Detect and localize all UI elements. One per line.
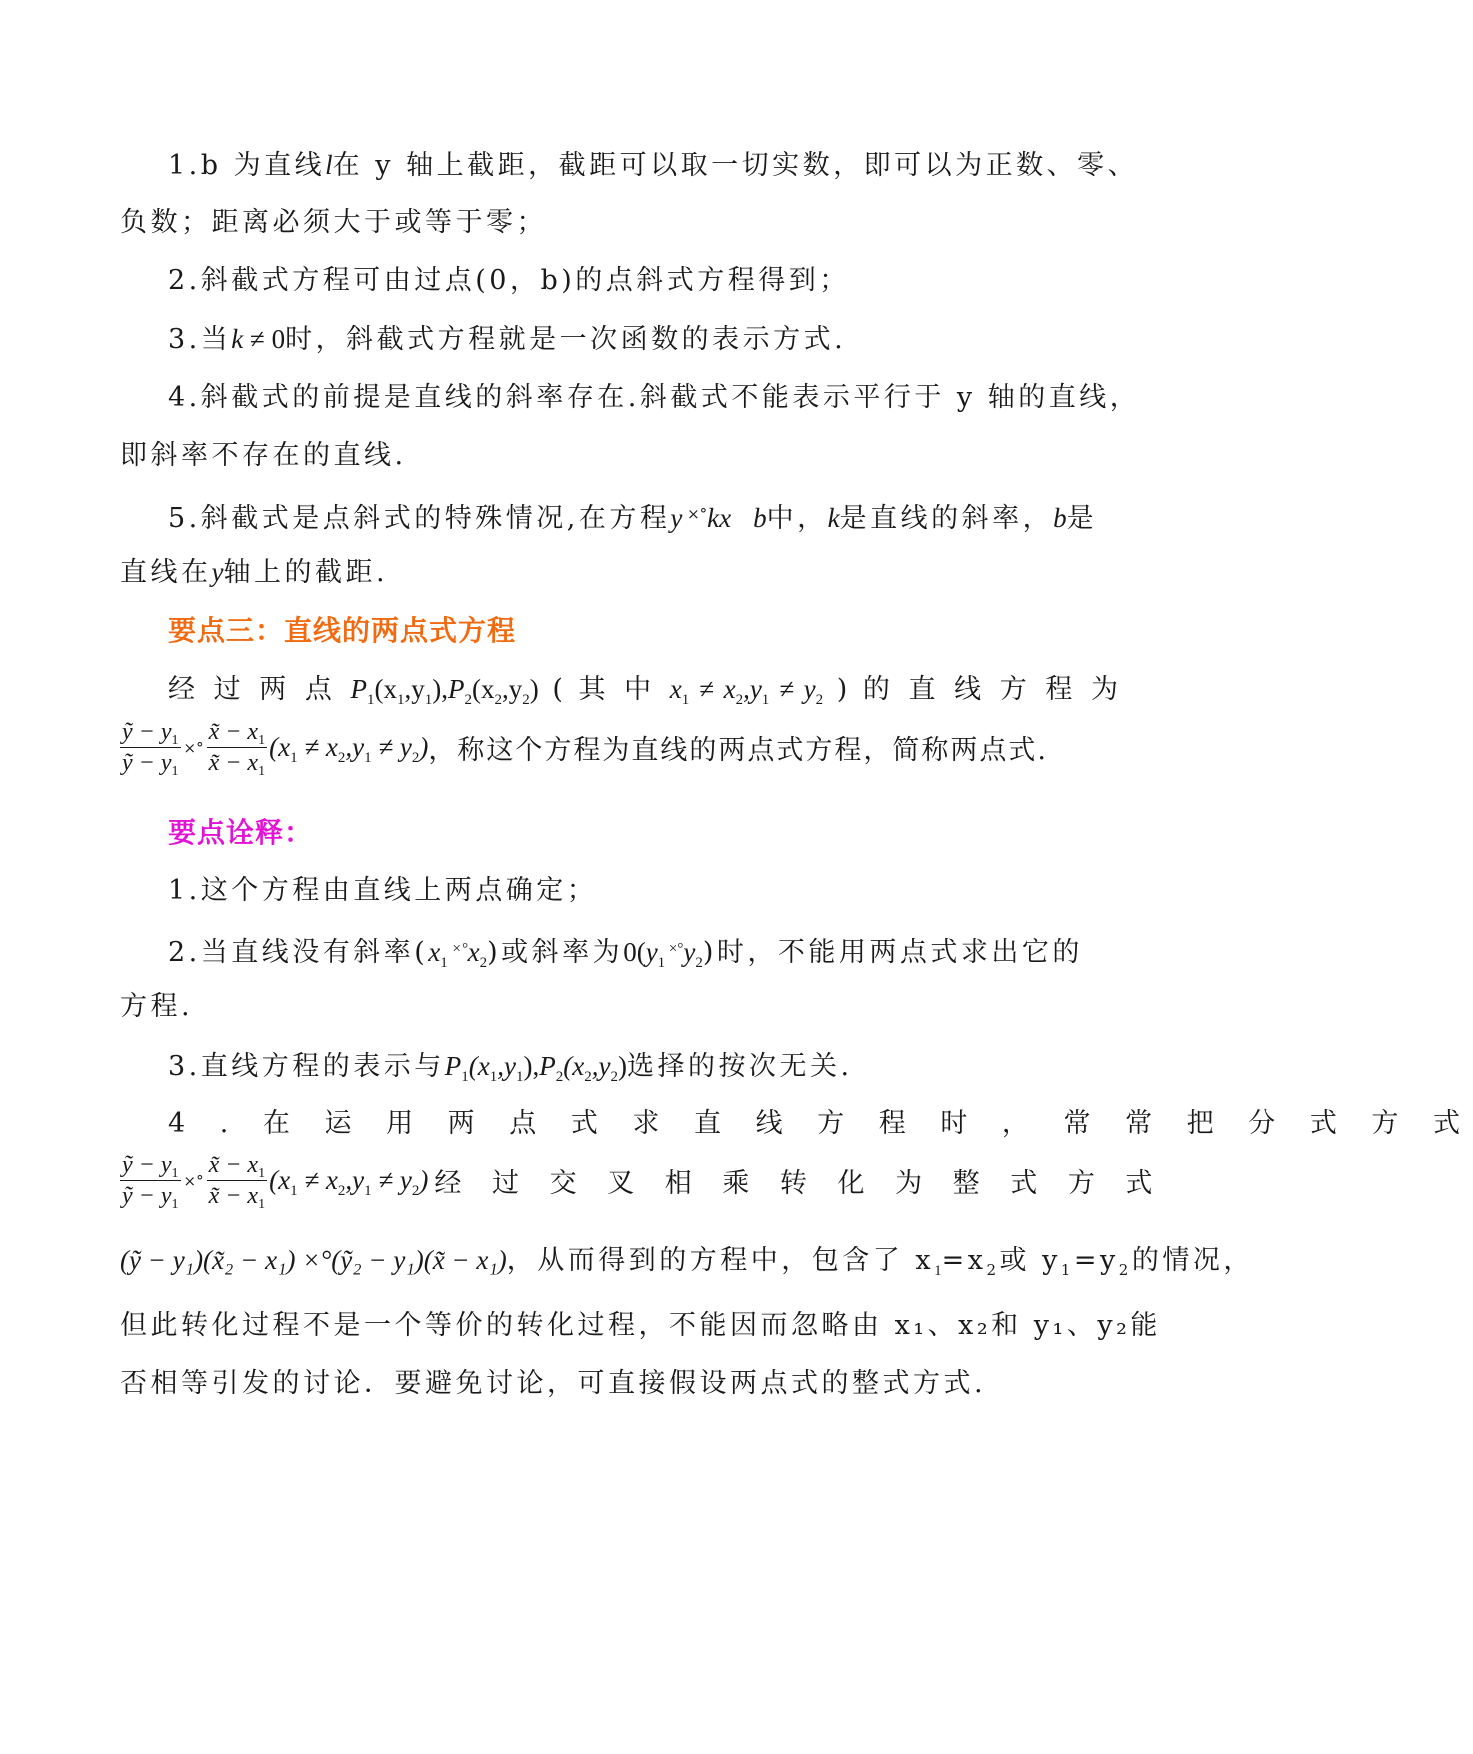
text-span: 2.当直线没有斜率( <box>168 937 429 968</box>
subscript: 1 <box>171 1166 179 1181</box>
text-span: 轴上的截距. <box>223 557 389 588</box>
cross-multiplied-expression: (ỹ − y₁)(x̃₂ − x₁) ×°(ỹ₂ − y₁)(x̃ − x₁) <box>120 1245 507 1275</box>
var-b: b <box>1053 503 1067 533</box>
math-text: 0( <box>623 937 646 967</box>
math-text: ) <box>529 674 539 704</box>
subscript: 1 <box>171 1197 179 1212</box>
var-l: l <box>325 150 333 180</box>
note-line-n4c <box>120 1240 1254 1281</box>
var-b: b <box>753 503 767 533</box>
math-text: ≠ x <box>297 732 338 762</box>
math-text: ), <box>432 674 448 704</box>
subscript: 1 <box>364 1183 372 1199</box>
text-span: 时，斜截式方程就是一次函数的表示方式. <box>285 324 847 355</box>
fraction-x <box>207 1150 268 1211</box>
var-kx: kx <box>707 503 732 533</box>
x-equal-expression <box>428 937 488 971</box>
subscript: 1 <box>1060 1261 1074 1279</box>
two-point-equation-line <box>120 717 1120 778</box>
math-text: ,y <box>743 674 762 704</box>
math-text: (x <box>563 1051 585 1081</box>
math-text: x <box>467 937 480 967</box>
var-p: P <box>447 674 465 704</box>
equals-glyph: ×° <box>682 505 708 523</box>
subscript: 1 <box>489 1069 498 1085</box>
neq-zero: ≠ 0 <box>243 324 286 354</box>
note-line-n1: 1.这个方程由直线上两点确定； <box>168 875 598 906</box>
math-text: (x <box>269 732 291 762</box>
text-span: 选择的按次无关. <box>626 1051 853 1082</box>
math-text: (x <box>269 1165 291 1195</box>
text-span: 经 过 两 点 <box>168 674 337 705</box>
subscript: 2 <box>584 1069 592 1085</box>
math-text: ,y <box>591 1051 611 1081</box>
denominator: x̃ − x <box>208 750 259 776</box>
math-text: (x <box>471 674 495 704</box>
note-line-6: 即斜率不存在的直线. <box>120 440 407 471</box>
equals-glyph: ×° <box>447 941 468 957</box>
section-heading: 要点三：直线的两点式方程 <box>168 614 517 647</box>
note-heading: 要点诠释： <box>168 816 314 849</box>
math-text: x <box>428 937 441 967</box>
subscript: 1 <box>290 750 298 766</box>
subscript: 1 <box>258 1197 266 1212</box>
subscript: 1 <box>424 692 433 708</box>
denominator: ỹ − y <box>122 1183 172 1209</box>
subscript: 2 <box>735 692 744 708</box>
subscript: 1 <box>290 1183 298 1199</box>
subscript: 1 <box>440 955 448 971</box>
equals-glyph: ×° <box>665 941 684 957</box>
subscript: 2 <box>695 955 703 971</box>
note-line-n4e: 否相等引发的讨论．要避免讨论，可直接假设两点式的整式方式. <box>120 1368 987 1399</box>
fraction-x <box>207 717 268 778</box>
numerator: ỹ − y <box>122 1152 172 1178</box>
two-point-equation-line-2 <box>120 1150 1164 1212</box>
points-expression <box>350 674 539 708</box>
note-line-n4: 4 . 在 运 用 两 点 式 求 直 线 方 程 时 ， 常 常 把 分 式 方 式 <box>168 1108 1473 1139</box>
text-span: 直线在 <box>120 557 212 588</box>
subscript: 2 <box>555 1069 564 1085</box>
text-span: ，从而得到的方程中，包含了 x <box>506 1245 935 1276</box>
var-p: P <box>539 1051 556 1081</box>
subscript: 1 <box>396 692 405 708</box>
denominator: x̃ − x <box>208 1183 259 1209</box>
math-text: x <box>669 674 682 704</box>
note-line-3: 2.斜截式方程可由过点(0，b)的点斜式方程得到； <box>168 265 850 296</box>
text-span: )或斜率为 <box>487 937 624 968</box>
subscript: 1 <box>366 692 375 708</box>
subscript: 1 <box>258 764 266 779</box>
note-line-7 <box>168 494 1120 539</box>
math-text: ,y <box>404 674 425 704</box>
note-line-2: 负数；距离必须大于或等于零； <box>120 207 547 238</box>
subscript: 1 <box>657 955 666 971</box>
denominator: ỹ − y <box>122 750 172 776</box>
text-span: )时，不能用两点式求出它的 <box>702 937 1083 968</box>
text-span: 中， <box>766 503 828 534</box>
subscript: 1 <box>761 692 770 708</box>
text-span: ，称这个方程为直线的两点式方程，简称两点式. <box>428 735 1049 766</box>
var-k: k <box>827 503 840 533</box>
text-span: =y <box>1073 1245 1119 1276</box>
subscript: 1 <box>171 733 179 748</box>
math-text: ,y <box>345 732 365 762</box>
math-text: (x <box>374 674 397 704</box>
var-y: y <box>670 503 683 533</box>
subscript: 2 <box>337 750 346 766</box>
text-span: ) 的 直 线 方 程 为 <box>836 674 1120 705</box>
note-line-n3 <box>168 1046 1120 1087</box>
subscript: 2 <box>411 1183 420 1199</box>
subscript: 2 <box>411 750 420 766</box>
note-line-1 <box>168 145 1139 186</box>
condition-expression <box>669 674 824 708</box>
math-text: (x <box>468 1051 490 1081</box>
text-span: 是 <box>1066 503 1098 534</box>
math-text: ), <box>523 1051 540 1081</box>
math-text: y <box>683 937 696 967</box>
note-line-n4d: 但此转化过程不是一个等价的转化过程，不能因而忽略由 x₁、x₂和 y₁、y₂能 <box>120 1310 1161 1341</box>
note-line-8 <box>120 552 1120 593</box>
equals-glyph: ×° <box>183 738 204 757</box>
text-span: 3.当 <box>168 324 232 355</box>
math-text: ≠ y <box>769 674 816 704</box>
subscript: 2 <box>479 955 488 971</box>
equals-glyph: ×° <box>183 1171 204 1190</box>
subscript: 2 <box>494 692 502 708</box>
math-text: ) <box>617 1051 627 1081</box>
math-text: ,y <box>497 1051 516 1081</box>
definition-line <box>168 669 1120 710</box>
subscript: 1 <box>258 1166 266 1181</box>
numerator: x̃ − x <box>208 719 259 745</box>
math-text: ,y <box>345 1165 365 1195</box>
text-span: 或 y <box>999 1245 1061 1276</box>
text-span: 3.直线方程的表示与 <box>168 1051 445 1082</box>
subscript: 1 <box>461 1069 469 1085</box>
text-span: =x <box>941 1245 987 1276</box>
subscript: 2 <box>337 1183 346 1199</box>
note-line-n2 <box>168 929 1120 973</box>
text-span: 在 y 轴上截距，截距可以取一切实数，即可以为正数、零、 <box>332 150 1139 181</box>
text-span: ( 其 中 <box>552 674 657 705</box>
subscript: 2 <box>1118 1261 1132 1279</box>
subscript: 2 <box>522 692 530 708</box>
math-text: ≠ x <box>297 1165 338 1195</box>
subscript: 2 <box>986 1261 1000 1279</box>
fraction-y <box>120 1150 181 1211</box>
subscript: 1 <box>258 733 266 748</box>
y-equal-expression <box>623 937 703 971</box>
math-text: ≠ x <box>689 674 736 704</box>
subscript: 1 <box>681 692 690 708</box>
numerator: ỹ − y <box>122 719 172 745</box>
subscript: 1 <box>364 750 372 766</box>
subscript: 2 <box>464 692 472 708</box>
math-text: ≠ y <box>371 1165 412 1195</box>
subscript: 1 <box>515 1069 524 1085</box>
text-span: 经 过 交 叉 相 乘 转 化 为 整 式 方 式 <box>434 1168 1164 1199</box>
text-span: 5.斜截式是点斜式的特殊情况,在方程 <box>168 503 671 534</box>
condition-expression: $(x_1 \ne x_2,y_1 \ne y_2)$ <box>269 1165 429 1199</box>
var-p: P <box>350 674 367 704</box>
subscript: 2 <box>815 692 824 708</box>
text-span: 1.b 为直线 <box>168 150 326 181</box>
text-span: 的情况， <box>1131 1245 1254 1276</box>
math-text: y <box>645 937 658 967</box>
text-span: 是直线的斜率， <box>839 503 1054 534</box>
var-y: y <box>211 557 224 587</box>
fraction-y <box>120 717 181 778</box>
note-line-5: 4.斜截式的前提是直线的斜率存在.斜截式不能表示平行于 y 轴的直线， <box>168 382 1141 413</box>
subscript: 2 <box>610 1069 618 1085</box>
var-k: k <box>231 324 244 354</box>
subscript: 1 <box>934 1263 942 1279</box>
note-line-4 <box>168 319 1120 360</box>
subscript: 1 <box>171 764 179 779</box>
note-line-n2b: 方程. <box>120 991 194 1022</box>
var-p: P <box>444 1051 462 1081</box>
math-text: ≠ y <box>371 732 412 762</box>
numerator: x̃ − x <box>208 1152 259 1178</box>
condition-expression: $(x_1 \ne x_2,y_1 \ne y_2)$ <box>269 732 429 766</box>
math-text: ,y <box>501 674 523 704</box>
points-expression <box>444 1051 627 1085</box>
